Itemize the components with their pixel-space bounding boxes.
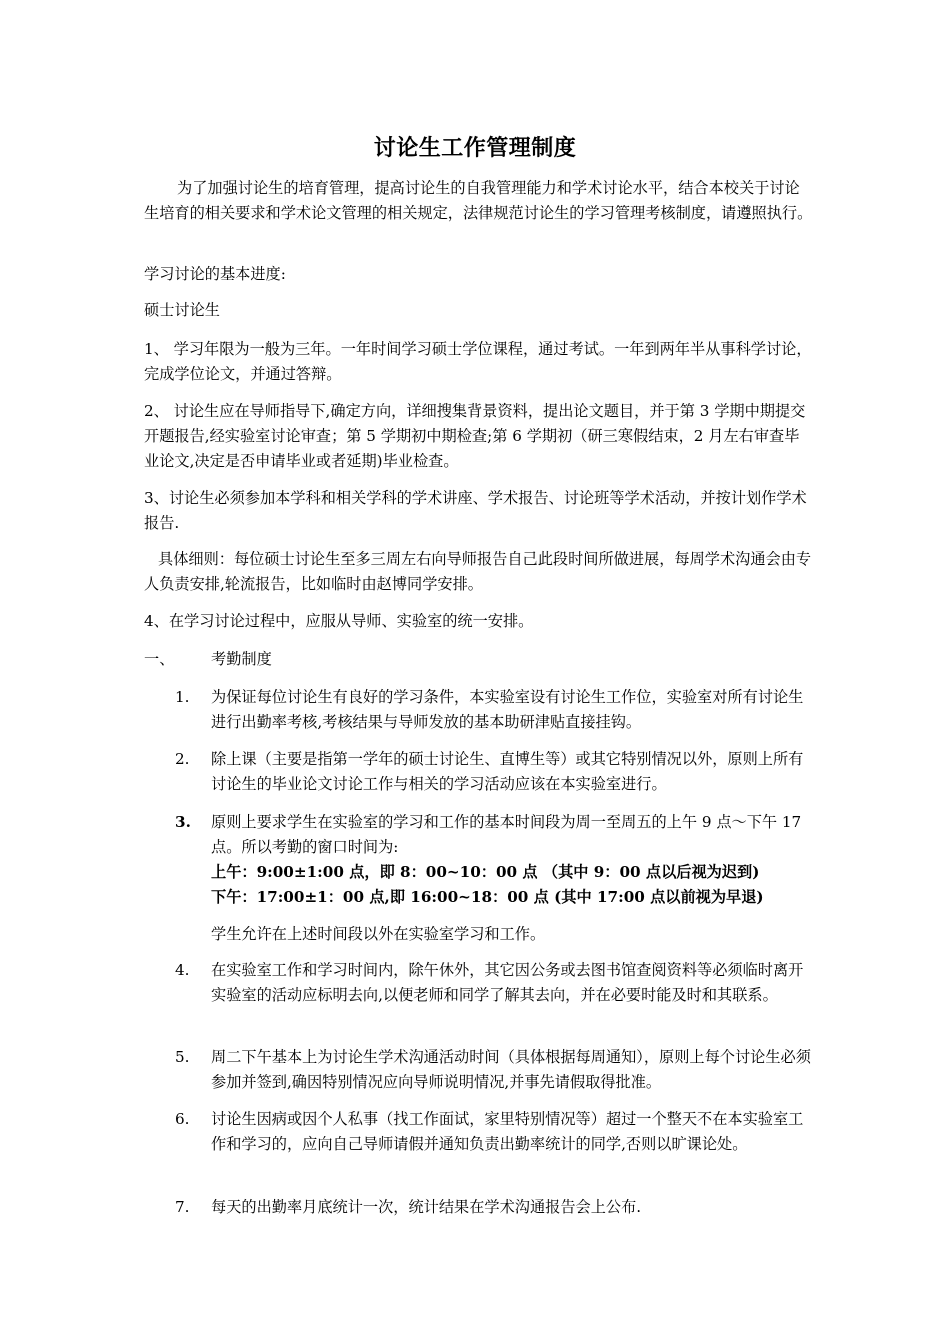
section-title: 考勤制度	[211, 650, 272, 668]
attendance-item-text: 讨论生因病或因个人私事（找工作面试，家里特别情况等）超过一个整天不在本实验室工作和学习的，应向自己导师请假并通知负责出勤率统计的同学,否则以旷课论处。	[211, 1110, 804, 1153]
master-label: 硕士讨论生	[144, 301, 220, 319]
attendance-item-number: 1.	[175, 688, 190, 706]
document-title: 讨论生工作管理制度	[373, 136, 577, 161]
attendance-item-text-body: 原则上要求学生在实验室的学习和工作的基本时间段为周一至周五的上午 9 点～下午 17 点。所以考勤的窗口时间为:	[211, 813, 802, 856]
attendance-morning-window: 上午：9:00±1:00 点，即 8：00~10：00 点 （其中 9：00 点以后视为迟到)	[211, 863, 760, 881]
attendance-item-number: 3.	[175, 813, 191, 831]
attendance-item-text: 在实验室工作和学习时间内，除午休外，其它因公务或去图书馆查阅资料等必须临时离开实验室的活动应标明去向,以便老师和同学了解其去向，并在必要时能及时和其联系。	[211, 961, 804, 1004]
intro-paragraph: 为了加强讨论生的培育管理，提高讨论生的自我管理能力和学术讨论水平，结合本校关于讨论生培育的相关要求和学术论文管理的相关规定，法律规范讨论生的学习管理考核制度，请遵照执行。	[144, 179, 813, 222]
attendance-item-text	[211, 810, 814, 910]
progress-item-3: 3、讨论生必须参加本学科和相关学科的学术讲座、学术报告、讨论班等学术活动，并按计划作学术报告.	[144, 489, 807, 532]
progress-item-2: 2、 讨论生应在导师指导下,确定方向，详细搜集背景资料，提出论文题目，并于第 3 学期中期提交开题报告,经实验室讨论审查；第 5 学期初中期检查;第 6 学期初（研三寒假结束，2 月左右审查毕业论文,决定是否申请毕业或者延期)毕业检查。	[144, 402, 806, 470]
attendance-afternoon-window: 下午：17:00±1：00 点,即 16:00~18：00 点 (其中 17:00 点以前视为早退)	[211, 888, 764, 906]
progress-item-3-detail: 具体细则：每位硕士讨论生至多三周左右向导师报告自己此段时间所做进展，每周学术沟通会由专人负责安排,轮流报告，比如临时由赵博同学安排。	[144, 550, 812, 593]
basic-progress-label: 学习讨论的基本进度:	[144, 265, 286, 283]
attendance-item-extra: 学生允许在上述时间段以外在实验室学习和工作。	[211, 925, 546, 943]
attendance-item-text: 除上课（主要是指第一学年的硕士讨论生、直博生等）或其它特别情况以外，原则上所有讨论生的毕业论文讨论工作与相关的学习活动应该在本实验室进行。	[211, 750, 804, 793]
section-number: 一、	[144, 650, 175, 668]
attendance-item-number: 6.	[175, 1110, 190, 1128]
attendance-item-text: 周二下午基本上为讨论生学术沟通活动时间（具体根据每周通知），原则上每个讨论生必须参加并签到,确因特别情况应向导师说明情况,并事先请假取得批准。	[211, 1048, 811, 1091]
progress-item-4: 4、在学习讨论过程中，应服从导师、实验室的统一安排。	[144, 612, 534, 630]
progress-item-1: 1、 学习年限为一般为三年。一年时间学习硕士学位课程，通过考试。一年到两年半从事科学讨论，完成学位论文，并通过答辩。	[144, 340, 812, 383]
attendance-item-number: 4.	[175, 961, 190, 979]
attendance-item-text: 为保证每位讨论生有良好的学习条件，本实验室设有讨论生工作位，实验室对所有讨论生进行出勤率考核,考核结果与导师发放的基本助研津贴直接挂钩。	[211, 688, 804, 731]
attendance-item-number: 2.	[175, 750, 190, 768]
attendance-item-number: 7.	[175, 1198, 190, 1216]
attendance-item-number: 5.	[175, 1048, 190, 1066]
attendance-item-text: 每天的出勤率月底统计一次，统计结果在学术沟通报告会上公布.	[211, 1198, 642, 1216]
